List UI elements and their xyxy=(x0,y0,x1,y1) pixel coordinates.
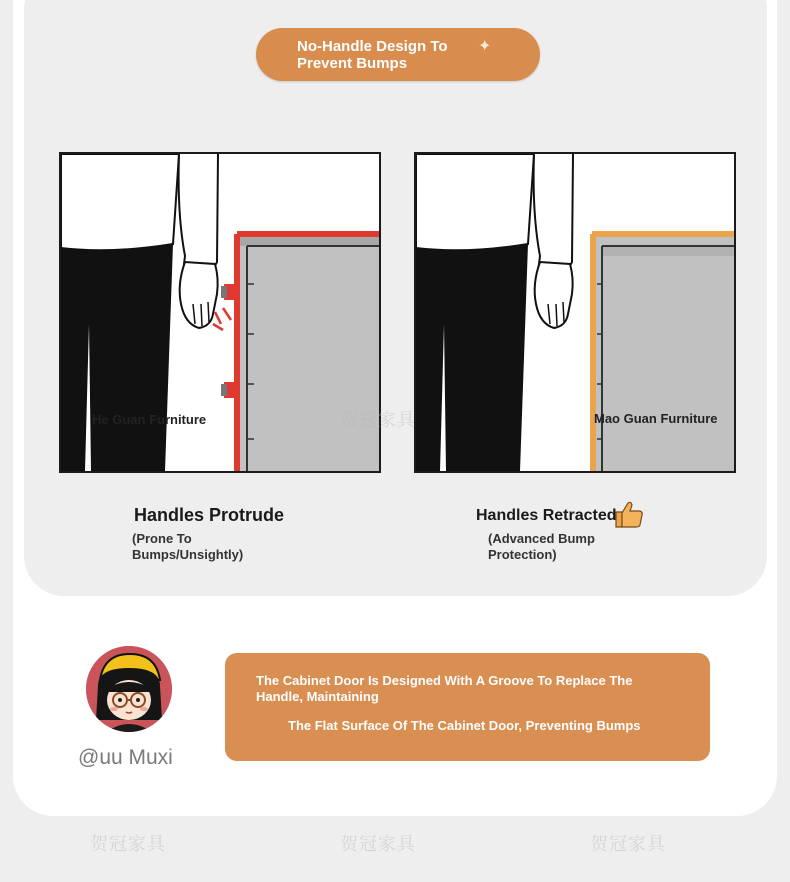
header-badge-text: No-Handle Design To Prevent Bumps xyxy=(297,38,448,72)
left-caption-note: (Prone To Bumps/Unsightly) xyxy=(132,531,244,562)
watermark: 贺冠家具 xyxy=(90,834,166,854)
thumbs-up-icon xyxy=(614,499,644,529)
info-line-2: The Flat Surface Of The Cabinet Door, Preventing Bumps xyxy=(288,718,641,733)
watermark: 贺冠家具 xyxy=(340,410,416,430)
left-caption-title: Handles Protrude xyxy=(134,505,285,525)
author-username[interactable]: @uu Muxi xyxy=(78,746,173,769)
cartoon-girl-avatar xyxy=(86,646,172,732)
watermark: 贺冠家具 xyxy=(590,834,666,854)
author-avatar[interactable] xyxy=(86,646,172,732)
info-box xyxy=(225,653,710,761)
left-panel-label: He Guan Furniture xyxy=(92,412,207,427)
watermark: 贺冠家具 xyxy=(340,834,416,854)
info-line-1: The Cabinet Door Is Designed With A Groove To Replace The Handle, Maintaining xyxy=(256,673,633,704)
right-caption-note: (Advanced Bump Protection) xyxy=(488,531,595,562)
header-badge xyxy=(256,28,540,81)
right-panel-label: Mao Guan Furniture xyxy=(594,411,718,426)
right-caption-title: Handles Retracted xyxy=(476,507,617,524)
sparkle-icon: ✦ xyxy=(478,38,492,55)
